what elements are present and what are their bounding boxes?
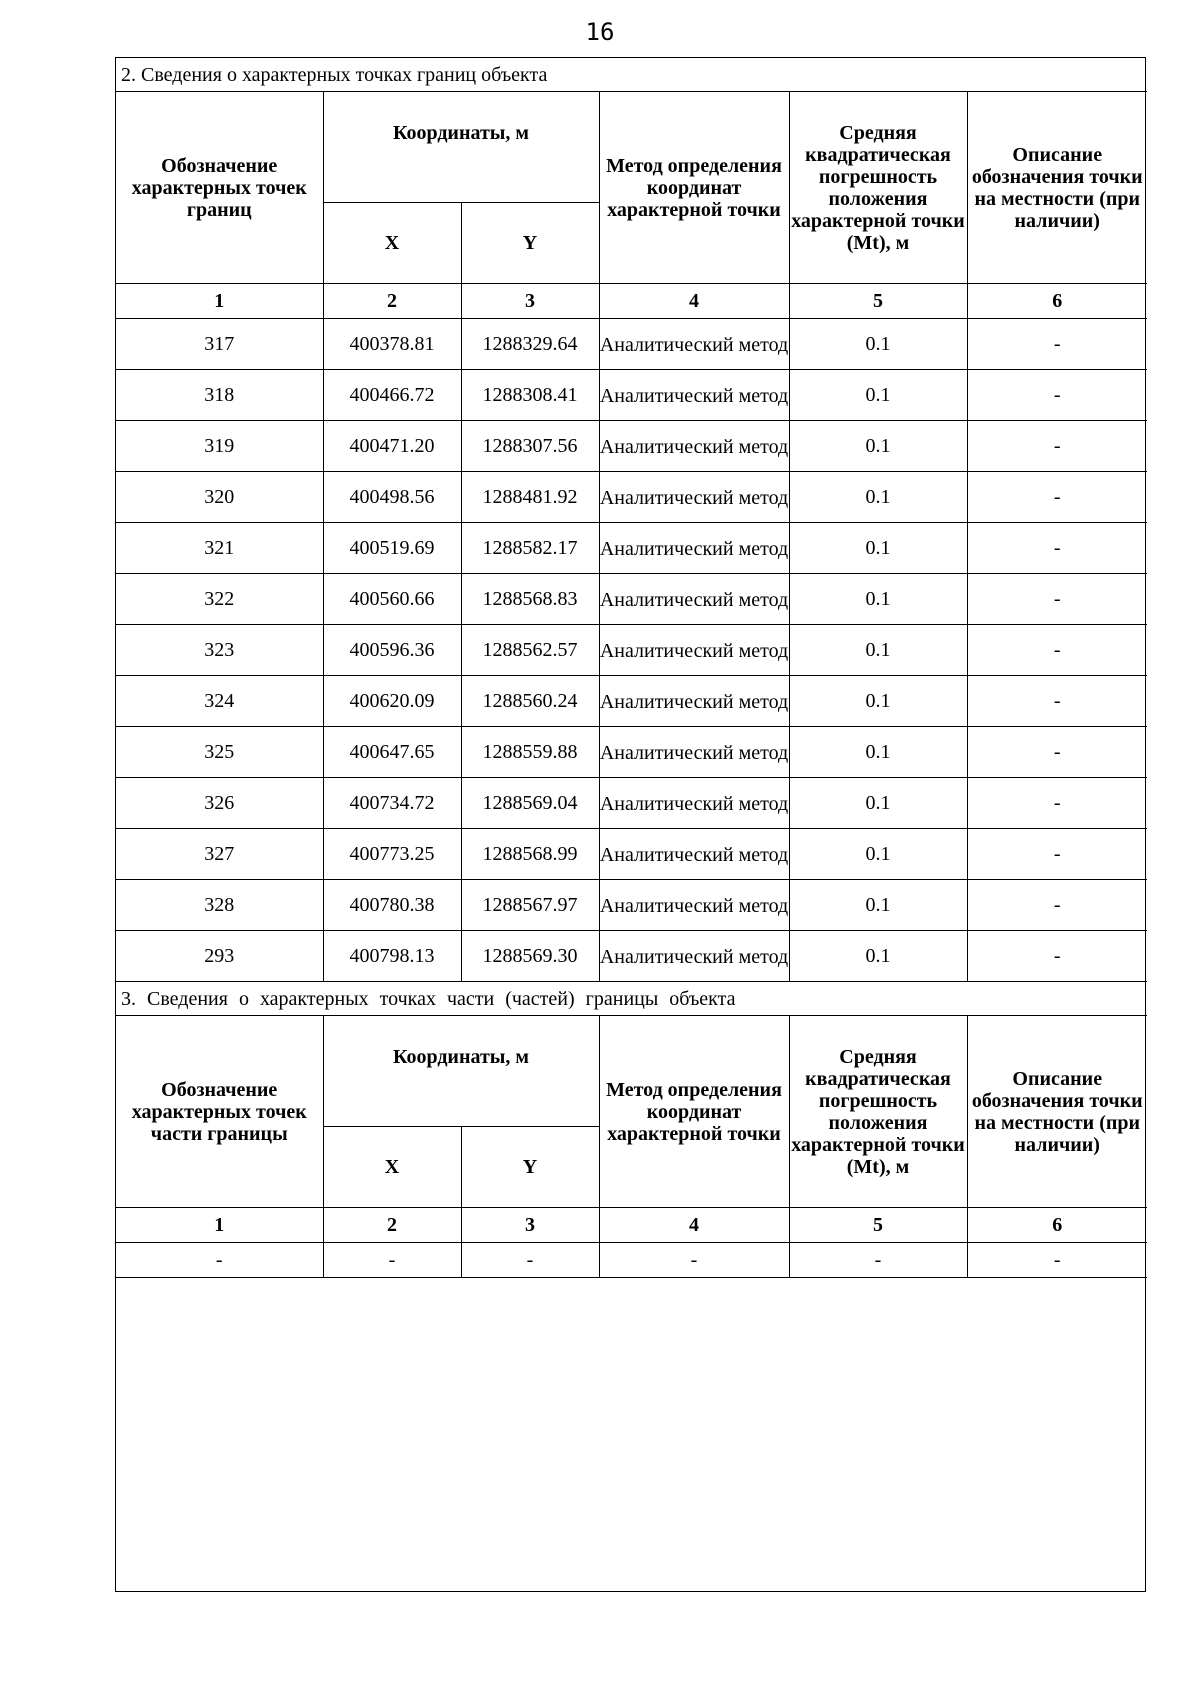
table-row [116,727,1147,778]
table-row [116,829,1147,880]
method-cell [599,421,789,472]
method-text: Аналитический метод [599,946,789,968]
x-cell: 400780.38 [323,880,461,931]
y-cell: 1288568.99 [461,829,599,880]
mt-cell: 0.1 [789,880,967,931]
method-cell [599,829,789,880]
table-row [116,574,1147,625]
column-number: 5 [789,284,967,319]
description-cell: - [967,931,1147,982]
table-row [116,931,1147,982]
description-cell: - [967,829,1147,880]
header-error: Средняя квадратическая погрешность положения характерной точки (Mt), м [789,1016,967,1208]
y-cell: 1288569.04 [461,778,599,829]
x-cell: 400560.66 [323,574,461,625]
description-cell: - [967,523,1147,574]
mt-cell: 0.1 [789,319,967,370]
method-cell [599,676,789,727]
x-cell: 400734.72 [323,778,461,829]
point-cell: 327 [116,829,323,880]
header-method: Метод определения координат характерной точки [599,92,789,284]
column-number: 1 [116,1208,323,1243]
point-cell: 328 [116,880,323,931]
mt-cell: 0.1 [789,421,967,472]
page-number: 16 [585,18,615,46]
method-cell [599,319,789,370]
method-cell [599,574,789,625]
method-text: Аналитический метод [599,793,789,815]
method-text: Аналитический метод [599,691,789,713]
header-coords: Координаты, м [323,1016,599,1127]
mt-cell: 0.1 [789,472,967,523]
mt-cell: 0.1 [789,370,967,421]
method-cell [599,370,789,421]
table-row [116,778,1147,829]
section2-title: 2. Сведения о характерных точках границ объекта [116,58,1147,92]
column-number: 3 [461,284,599,319]
method-cell [599,778,789,829]
description-cell: - [967,676,1147,727]
x-cell: 400773.25 [323,829,461,880]
mt-cell: - [789,1243,967,1278]
method-cell: - [599,1243,789,1278]
point-cell: 320 [116,472,323,523]
point-cell: 326 [116,778,323,829]
section3-title: 3. Сведения о характерных точках части (частей) границы объекта [116,982,1147,1016]
description-cell: - [967,625,1147,676]
method-cell [599,727,789,778]
point-cell: 321 [116,523,323,574]
x-cell: 400596.36 [323,625,461,676]
y-cell: 1288307.56 [461,421,599,472]
x-cell: 400620.09 [323,676,461,727]
y-cell: 1288568.83 [461,574,599,625]
method-text: Аналитический метод [599,844,789,866]
table-row [116,880,1147,931]
description-cell: - [967,421,1147,472]
x-cell: 400647.65 [323,727,461,778]
method-text: Аналитический метод [599,742,789,764]
column-numbers-row [116,1208,1147,1243]
y-cell: 1288308.41 [461,370,599,421]
document-frame [115,57,1146,1592]
column-number: 2 [323,284,461,319]
table-row [116,1243,1147,1278]
column-number: 6 [967,1208,1147,1243]
column-numbers-row [116,284,1147,319]
method-cell [599,523,789,574]
method-text: Аналитический метод [599,487,789,509]
method-cell [599,931,789,982]
header-y: Y [461,1127,599,1208]
column-number: 4 [599,284,789,319]
table-row [116,625,1147,676]
mt-cell: 0.1 [789,523,967,574]
header-x: X [323,1127,461,1208]
point-cell: 317 [116,319,323,370]
column-number: 1 [116,284,323,319]
method-cell [599,880,789,931]
header-error: Средняя квадратическая погрешность положения характерной точки (Mt), м [789,92,967,284]
description-cell: - [967,880,1147,931]
header-description: Описание обозначения точки на местности (при наличии) [967,1016,1147,1208]
header-y: Y [461,203,599,284]
x-cell: - [323,1243,461,1278]
table-row [116,370,1147,421]
header-point-part: Обозначение характерных точек части границы [116,1016,323,1208]
point-cell: 319 [116,421,323,472]
mt-cell: 0.1 [789,727,967,778]
x-cell: 400378.81 [323,319,461,370]
section2-table [116,58,1147,1278]
table-row [116,421,1147,472]
table-row [116,472,1147,523]
description-cell: - [967,778,1147,829]
header-point: Обозначение характерных точек границ [116,92,323,284]
y-cell: 1288560.24 [461,676,599,727]
y-cell: 1288481.92 [461,472,599,523]
mt-cell: 0.1 [789,931,967,982]
method-text: Аналитический метод [599,436,789,458]
description-cell: - [967,370,1147,421]
point-cell: 324 [116,676,323,727]
method-text: Аналитический метод [599,538,789,560]
y-cell: 1288329.64 [461,319,599,370]
point-cell: 293 [116,931,323,982]
mt-cell: 0.1 [789,676,967,727]
header-description: Описание обозначения точки на местности (при наличии) [967,92,1147,284]
description-cell: - [967,319,1147,370]
column-number: 4 [599,1208,789,1243]
point-cell: 323 [116,625,323,676]
y-cell: 1288582.17 [461,523,599,574]
mt-cell: 0.1 [789,778,967,829]
column-number: 6 [967,284,1147,319]
header-x: X [323,203,461,284]
point-cell: 325 [116,727,323,778]
table-row [116,523,1147,574]
y-cell: 1288567.97 [461,880,599,931]
description-cell: - [967,727,1147,778]
mt-cell: 0.1 [789,829,967,880]
description-cell: - [967,472,1147,523]
table-row [116,319,1147,370]
header-method: Метод определения координат характерной точки [599,1016,789,1208]
point-cell: - [116,1243,323,1278]
y-cell: 1288562.57 [461,625,599,676]
mt-cell: 0.1 [789,625,967,676]
x-cell: 400466.72 [323,370,461,421]
table-row [116,676,1147,727]
x-cell: 400798.13 [323,931,461,982]
y-cell: 1288559.88 [461,727,599,778]
point-cell: 318 [116,370,323,421]
y-cell: - [461,1243,599,1278]
method-cell [599,472,789,523]
method-text: Аналитический метод [599,334,789,356]
mt-cell: 0.1 [789,574,967,625]
description-cell: - [967,574,1147,625]
x-cell: 400471.20 [323,421,461,472]
method-text: Аналитический метод [599,385,789,407]
column-number: 2 [323,1208,461,1243]
column-number: 3 [461,1208,599,1243]
method-text: Аналитический метод [599,895,789,917]
header-coords: Координаты, м [323,92,599,203]
point-cell: 322 [116,574,323,625]
method-text: Аналитический метод [599,589,789,611]
x-cell: 400519.69 [323,523,461,574]
column-number: 5 [789,1208,967,1243]
method-cell [599,625,789,676]
method-text: Аналитический метод [599,640,789,662]
x-cell: 400498.56 [323,472,461,523]
y-cell: 1288569.30 [461,931,599,982]
description-cell: - [967,1243,1147,1278]
